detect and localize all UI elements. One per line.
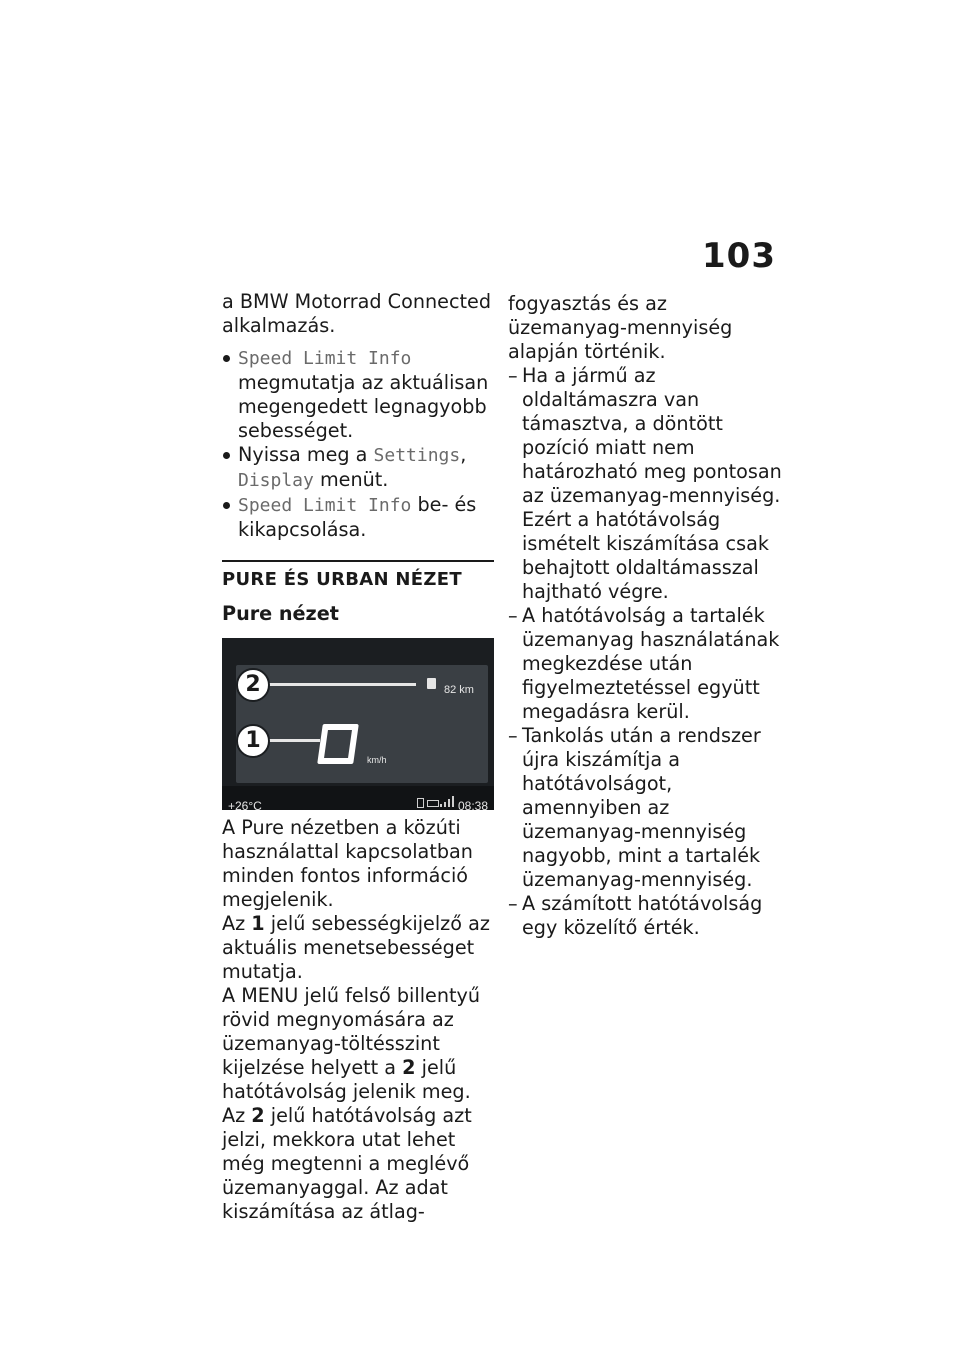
right-column: [508, 292, 786, 940]
callout-1: 1: [236, 724, 270, 758]
ref-number: 2: [251, 1104, 265, 1127]
temperature: +26°C: [228, 799, 262, 810]
subsection-title: Pure nézet: [222, 602, 339, 625]
intro-text: a BMW Motorrad Connected alkalmazás.: [222, 290, 491, 337]
menu-code: Speed Limit Info: [238, 348, 412, 369]
callout-2: 2: [236, 668, 270, 702]
ref-number: 2: [402, 1056, 416, 1079]
speed-unit: km/h: [367, 755, 387, 765]
pure-view-display-figure: [222, 638, 494, 810]
bullet-item: [222, 493, 494, 542]
dash-item: – A hatótávolság a tartalék üzemanyag használatának megkezdése után figyelmeztetéssel együtt megadásra kerül.: [508, 604, 780, 723]
menu-code: Speed Limit Info: [238, 495, 412, 516]
ref-number: 1: [251, 912, 265, 935]
dash-item: – Ha a jármű az oldaltámaszra van támasztva, a döntött pozíció miatt nem határozható meg pontosan az üzemanyag-mennyiség. Ezért a hatótávolság ismételt kiszámítása csak behajtott oldaltámasszal hajtható végre.: [508, 364, 782, 603]
section-title: PURE ÉS URBAN NÉZET: [222, 569, 462, 590]
speed-digit: [317, 724, 359, 764]
dash-item: – Tankolás után a rendszer újra kiszámítja a hatótávolságot, amennyiben az üzemanyag-mennyiség nagyobb, mint a tartalék üzemanyag-mennyiség.: [508, 724, 761, 891]
bullet-text: ,: [460, 443, 467, 466]
battery-icon: [427, 800, 439, 807]
bullet-text: Nyissa meg a: [238, 443, 374, 466]
fuel-pump-icon: [427, 678, 436, 689]
section-divider: [222, 560, 494, 592]
clock-time: 08:38: [458, 799, 489, 810]
bullet-dot-icon: [223, 452, 230, 459]
bullet-text: menüt.: [313, 468, 389, 491]
menu-code: Display: [238, 470, 314, 491]
left-column: [222, 290, 494, 1224]
bullet-dot-icon: [223, 355, 230, 362]
range-line: [256, 683, 416, 686]
paragraph: A MENU jelű felső billentyű rövid megnyomására az üzemanyag-töltésszint kijelzése helyett a 2 jelű hatótávolság jelenik meg.: [222, 984, 481, 1103]
bullet-text: be- és kikapcsolása.: [238, 493, 477, 541]
page-number: 103: [702, 236, 776, 276]
dash-item: – A számított hatótávolság egy közelítő érték.: [508, 892, 763, 939]
bullet-item: [222, 346, 494, 443]
paragraph: Az 1 jelű sebességkijelző az aktuális menetsebességet mutatja.: [222, 912, 490, 983]
signal-icon: [440, 796, 454, 807]
paragraph: Az 2 jelű hatótávolság azt jelzi, mekkora utat lehet még megtenni a meglévő üzemanyaggal. Az adat kiszámítása az átlag-: [222, 1104, 472, 1223]
phone-icon: [417, 798, 424, 808]
bullet-list: [222, 346, 494, 542]
paragraph-continuation: fogyasztás és az üzemanyag-mennyiség alapján történik.: [508, 292, 733, 363]
menu-code: Settings: [373, 445, 461, 466]
paragraph: A Pure nézetben a közúti használattal kapcsolatban minden fontos információ megjelenik.: [222, 816, 473, 911]
bullet-item: [222, 443, 494, 493]
range-value: 82 km: [444, 684, 474, 696]
bullet-text: megmutatja az aktuálisan megengedett legnagyobb sebességet.: [238, 371, 489, 442]
bullet-dot-icon: [223, 502, 230, 509]
